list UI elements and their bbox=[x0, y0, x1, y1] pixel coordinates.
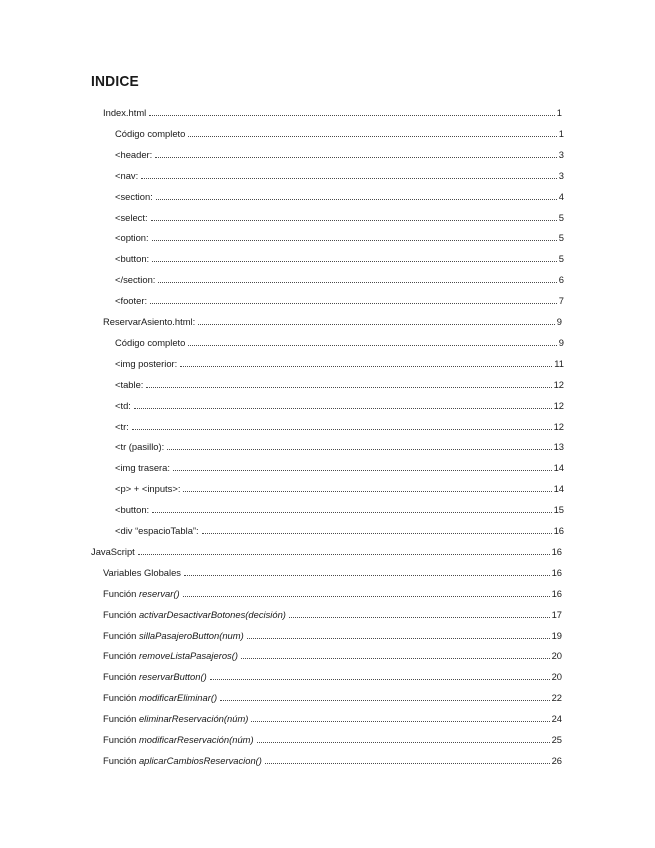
dot-leader bbox=[183, 587, 550, 597]
toc-entry[interactable] bbox=[115, 148, 564, 162]
dot-leader bbox=[149, 106, 555, 116]
toc-entry[interactable] bbox=[115, 378, 564, 392]
toc-entry-page-number: 20 bbox=[551, 671, 562, 683]
toc-entry-label bbox=[103, 691, 218, 705]
toc-entry-label: <p> + <inputs>: bbox=[115, 483, 181, 495]
toc-entry-label bbox=[103, 670, 208, 684]
dot-leader bbox=[146, 378, 551, 388]
toc-entry-label bbox=[103, 649, 239, 663]
toc-entry[interactable] bbox=[103, 649, 562, 663]
toc-entry[interactable] bbox=[103, 566, 562, 580]
toc-entry-page-number: 3 bbox=[558, 148, 564, 160]
toc-entry-label: <header: bbox=[115, 148, 153, 160]
toc-entry[interactable] bbox=[115, 273, 564, 287]
toc-entry-label bbox=[103, 733, 255, 747]
toc-entry-page-number: 26 bbox=[551, 754, 562, 766]
dot-leader bbox=[183, 482, 551, 492]
dot-leader bbox=[134, 399, 552, 409]
toc-entry-page-number: 16 bbox=[553, 525, 564, 536]
dot-leader bbox=[155, 148, 557, 158]
toc-entry[interactable] bbox=[115, 482, 564, 496]
toc-entry-label bbox=[103, 754, 263, 768]
dot-leader bbox=[241, 649, 550, 659]
toc-entry-page-number: 7 bbox=[558, 295, 564, 307]
toc-entry-prefix: Función bbox=[103, 754, 137, 766]
toc-entry[interactable] bbox=[115, 190, 564, 204]
dot-leader bbox=[141, 169, 557, 179]
toc-entry[interactable] bbox=[115, 252, 564, 266]
dot-leader bbox=[188, 127, 556, 137]
toc-entry-page-number: 5 bbox=[558, 211, 564, 223]
toc-entry-label: Código completo bbox=[115, 336, 186, 348]
toc-entry-page-number: 6 bbox=[558, 274, 564, 286]
toc-entry-page-number: 5 bbox=[558, 253, 564, 265]
dot-leader bbox=[251, 712, 549, 722]
toc-entry-page-number: 9 bbox=[558, 336, 564, 348]
toc-entry-label: <tr: bbox=[115, 420, 129, 432]
toc-entry-page-number: 13 bbox=[553, 441, 564, 453]
dot-leader bbox=[188, 336, 556, 346]
toc-entry[interactable] bbox=[115, 169, 564, 183]
toc-entry[interactable] bbox=[103, 733, 562, 747]
toc-entry-prefix: Función bbox=[103, 671, 137, 683]
dot-leader bbox=[151, 211, 557, 221]
toc-entry-label bbox=[103, 629, 245, 643]
toc-entry-page-number: 1 bbox=[556, 107, 562, 118]
toc-entry[interactable] bbox=[103, 712, 562, 726]
toc-entry-page-number: 24 bbox=[551, 713, 562, 725]
toc-entry-label bbox=[103, 608, 287, 622]
toc-entry-function-name: aplicarCambiosReservacion() bbox=[138, 754, 262, 766]
toc-entry-label: <div “espacioTabla”: bbox=[115, 525, 199, 536]
toc-entry-page-number: 16 bbox=[551, 566, 562, 578]
toc-entry-function-name: eliminarReservación(núm) bbox=[138, 713, 249, 725]
toc-entry-label: <button: bbox=[115, 253, 150, 265]
toc-entry-page-number: 12 bbox=[553, 420, 564, 432]
toc-entry[interactable] bbox=[103, 106, 562, 120]
toc-entry[interactable] bbox=[115, 294, 564, 308]
toc-entry[interactable] bbox=[103, 691, 562, 705]
toc-entry[interactable] bbox=[115, 399, 564, 413]
toc-entry-label: ReservarAsiento.html: bbox=[103, 316, 196, 327]
toc-entry-label bbox=[103, 587, 181, 601]
toc-entry-function-name: modificarEliminar() bbox=[138, 692, 218, 704]
toc-entry-page-number: 11 bbox=[554, 357, 564, 369]
toc-entry[interactable] bbox=[115, 461, 564, 475]
toc-entry-page-number: 5 bbox=[558, 232, 564, 244]
toc-entry[interactable] bbox=[115, 420, 564, 434]
toc-entry-label: <option: bbox=[115, 232, 149, 244]
toc-entry-label: JavaScript bbox=[91, 545, 135, 557]
toc-entry[interactable] bbox=[103, 670, 562, 684]
toc-entry-prefix: Función bbox=[103, 608, 137, 620]
toc-entry-label: <button: bbox=[115, 504, 150, 516]
toc-entry-page-number: 12 bbox=[553, 378, 564, 390]
dot-leader bbox=[173, 461, 552, 471]
toc-entry-function-name: removeListaPasajeros() bbox=[138, 650, 238, 662]
toc-entry[interactable] bbox=[115, 336, 564, 350]
toc-entry-prefix: Función bbox=[103, 692, 137, 704]
dot-leader bbox=[289, 608, 550, 618]
toc-entry-function-name: modificarReservación(núm) bbox=[138, 734, 254, 745]
toc-entry-prefix: Función bbox=[103, 734, 137, 745]
toc-entry-prefix: Función bbox=[103, 650, 137, 662]
toc-entry-label: Código completo bbox=[115, 127, 186, 139]
toc-entry[interactable] bbox=[115, 211, 564, 225]
toc-entry-label: <nav: bbox=[115, 169, 139, 181]
toc-entry-label: </section: bbox=[115, 274, 156, 286]
dot-leader bbox=[152, 252, 557, 262]
dot-leader bbox=[184, 566, 550, 576]
toc-entry[interactable] bbox=[115, 231, 564, 245]
toc-entry-label: <img trasera: bbox=[115, 462, 170, 474]
toc-entry-label: Variables Globales bbox=[103, 566, 181, 578]
toc-entry-page-number: 25 bbox=[551, 734, 562, 745]
toc-entry[interactable] bbox=[91, 545, 562, 559]
toc-entry-label: Index.html bbox=[103, 107, 147, 118]
toc-entry-label bbox=[103, 712, 249, 726]
toc-entry-page-number: 1 bbox=[558, 127, 564, 139]
toc-entry-prefix: Función bbox=[103, 587, 137, 599]
dot-leader bbox=[202, 524, 552, 534]
toc-entry[interactable] bbox=[115, 524, 564, 538]
toc-entry-page-number: 16 bbox=[551, 587, 562, 599]
toc-entry-label: <tr (pasillo): bbox=[115, 441, 165, 453]
toc-entry-page-number: 19 bbox=[551, 629, 562, 641]
dot-leader bbox=[220, 691, 549, 701]
dot-leader bbox=[210, 670, 550, 680]
toc-entry-label: <footer: bbox=[115, 295, 148, 307]
dot-leader bbox=[150, 294, 557, 304]
toc-entry-page-number: 4 bbox=[558, 190, 564, 202]
toc-entry[interactable] bbox=[115, 503, 564, 517]
dot-leader bbox=[152, 231, 557, 241]
toc-entry-page-number: 14 bbox=[553, 462, 564, 474]
dot-leader bbox=[180, 357, 552, 367]
toc-entry[interactable] bbox=[103, 587, 562, 601]
toc-entry[interactable] bbox=[103, 608, 562, 622]
toc-entry-function-name: reservarButton() bbox=[138, 671, 207, 683]
toc-entry-page-number: 17 bbox=[551, 608, 562, 620]
toc-entry-page-number: 22 bbox=[551, 692, 562, 704]
dot-leader bbox=[156, 190, 557, 200]
toc-entry-function-name: sillaPasajeroButton(num) bbox=[138, 629, 244, 641]
toc-entry[interactable] bbox=[115, 357, 564, 371]
dot-leader bbox=[257, 733, 550, 743]
dot-leader bbox=[198, 315, 555, 325]
toc-entry-prefix: Función bbox=[103, 713, 137, 725]
toc-entry[interactable] bbox=[115, 440, 564, 454]
dot-leader bbox=[265, 754, 550, 764]
toc-entry-page-number: 15 bbox=[553, 504, 564, 516]
toc-entry[interactable] bbox=[103, 629, 562, 643]
toc-entry-page-number: 14 bbox=[553, 483, 564, 495]
dot-leader bbox=[167, 440, 551, 450]
toc-entry-page-number: 12 bbox=[553, 399, 564, 411]
toc-entry-label: <img posterior: bbox=[115, 357, 178, 369]
toc-entry[interactable] bbox=[115, 127, 564, 141]
toc-entry-label: <table: bbox=[115, 378, 144, 390]
toc-entry-label: <td: bbox=[115, 399, 131, 411]
dot-leader bbox=[247, 629, 550, 639]
toc-entry-label: <select: bbox=[115, 211, 148, 223]
toc-entry-prefix: Función bbox=[103, 629, 137, 641]
dot-leader bbox=[132, 420, 552, 430]
toc-entry-function-name: activarDesactivarBotones(decisión) bbox=[138, 608, 286, 620]
dot-leader bbox=[152, 503, 551, 513]
dot-leader bbox=[138, 545, 550, 555]
page-title: INDICE bbox=[91, 73, 139, 90]
toc-entry[interactable] bbox=[103, 315, 562, 329]
toc-entry-page-number: 9 bbox=[556, 316, 562, 327]
toc-entry-page-number: 3 bbox=[558, 169, 564, 181]
dot-leader bbox=[158, 273, 556, 283]
toc-entry[interactable] bbox=[103, 754, 562, 768]
toc-entry-label: <section: bbox=[115, 190, 153, 202]
toc-entry-function-name: reservar() bbox=[138, 587, 180, 599]
toc-entry-page-number: 20 bbox=[551, 650, 562, 662]
toc-entry-page-number: 16 bbox=[551, 545, 562, 557]
